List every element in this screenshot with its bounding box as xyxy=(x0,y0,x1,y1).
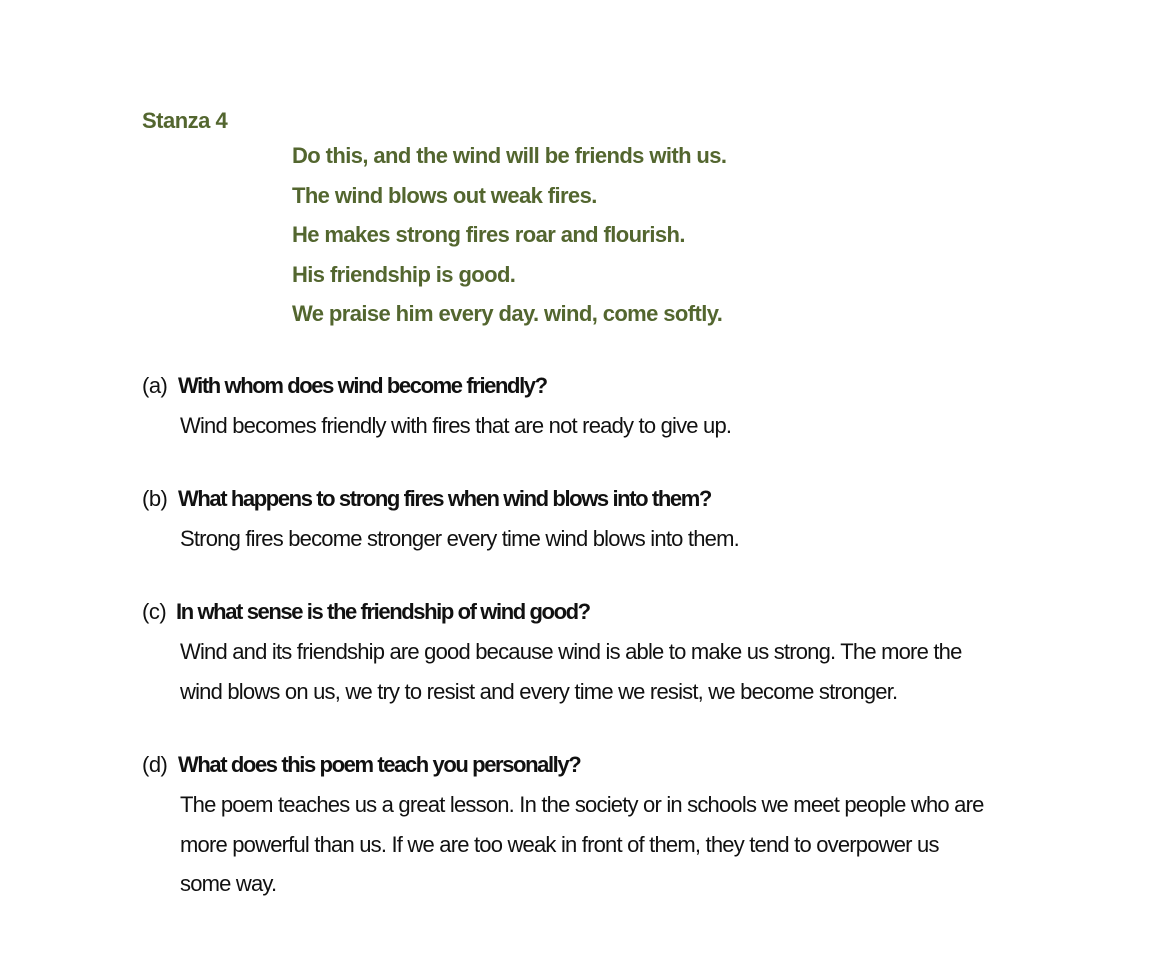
poem-line: We praise him every day. wind, come softly. xyxy=(292,301,723,326)
question-block-b xyxy=(142,484,1110,559)
answer-text xyxy=(180,406,1110,446)
answer-line: Wind becomes friendly with fires that are not ready to give up. xyxy=(180,413,732,438)
question-label: (c) xyxy=(142,599,167,624)
question-block-c xyxy=(142,597,1110,711)
answer-text xyxy=(180,519,1110,559)
answer-line: wind blows on us, we try to resist and every time we resist, we become stronger. xyxy=(180,678,898,704)
question-text: In what sense is the friendship of wind good? xyxy=(176,599,590,624)
answer-text xyxy=(180,632,1110,711)
poem-line: He makes strong fires roar and flourish. xyxy=(292,222,685,247)
answer-text xyxy=(180,785,1110,904)
question-text: What does this poem teach you personally? xyxy=(178,752,581,777)
question-block-d xyxy=(142,750,1110,904)
answer-line: Wind and its friendship are good because wind is able to make us strong. The more the xyxy=(180,639,962,664)
question-text: With whom does wind become friendly? xyxy=(178,373,547,398)
question-label: (a) xyxy=(142,373,168,398)
poem-line: Do this, and the wind will be friends with us. xyxy=(292,143,727,168)
question-block-a xyxy=(142,371,1110,446)
answer-line: Strong fires become stronger every time wind blows into them. xyxy=(180,526,739,551)
poem-line: The wind blows out weak fires. xyxy=(292,182,597,208)
question-label: (d) xyxy=(142,752,168,777)
answer-line: some way. xyxy=(180,871,277,896)
answer-line: more powerful than us. If we are too weak in front of them, they tend to overpower us xyxy=(180,831,939,857)
poem-line: His friendship is good. xyxy=(292,261,516,287)
stanza-title: Stanza 4 xyxy=(142,108,228,133)
question-label: (b) xyxy=(142,486,168,511)
poem-stanza xyxy=(292,141,726,339)
question-text: What happens to strong fires when wind blows into them? xyxy=(178,486,711,511)
answer-line: The poem teaches us a great lesson. In the society or in schools we meet people who are xyxy=(180,792,984,817)
